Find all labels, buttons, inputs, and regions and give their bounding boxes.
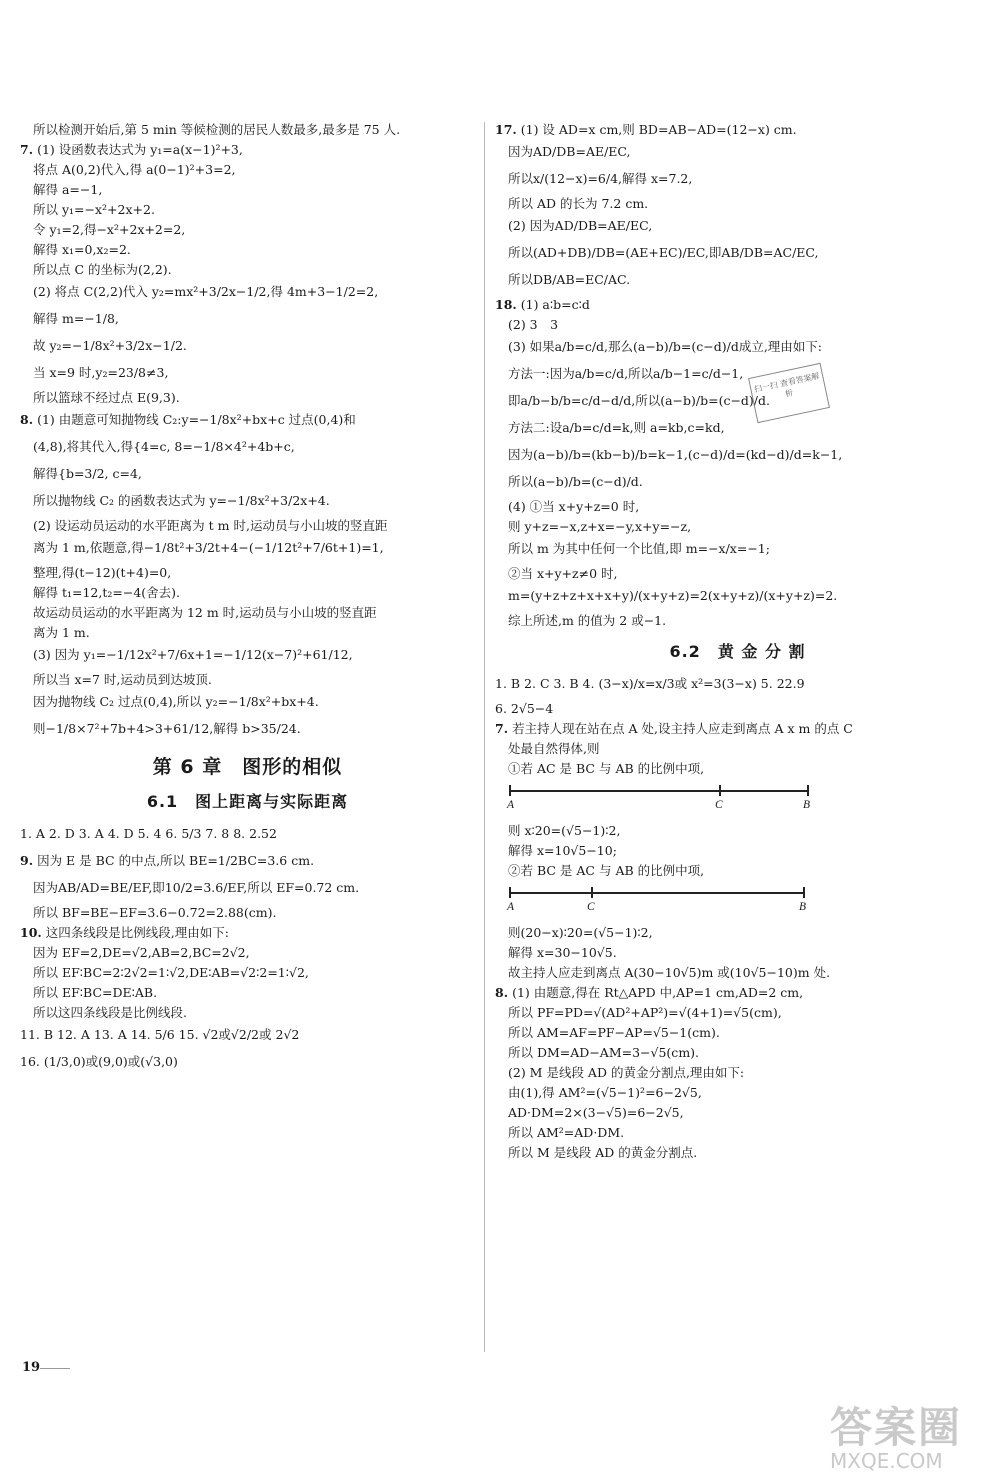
answer-text: 所以 m 为其中任何一个比值,即 m=−x/x=−1;	[508, 541, 770, 556]
answer-text: 若主持人现在站在点 A 处,设主持人应走到离点 A x m 的点 C	[512, 721, 853, 736]
segment-line	[509, 892, 805, 894]
right-block-a	[495, 122, 980, 777]
answer-text: (2) 3 3	[508, 317, 559, 332]
left-column	[20, 122, 475, 1079]
answer-text: 1. A 2. D 3. A 4. D 5. 4 6. 5/3 7. 8 8. 2.52	[20, 826, 277, 841]
answer-line	[495, 1145, 980, 1161]
page-number-rule	[40, 1368, 70, 1369]
answer-line	[20, 585, 475, 601]
answer-line	[20, 645, 475, 664]
answer-text: 因为AB/AD=BE/EF,即10/2=3.6/EF,所以 EF=0.72 cm.	[33, 880, 360, 895]
answer-text: 离为 1 m.	[33, 625, 90, 640]
answer-text: 因为 E 是 BC 的中点,所以 BE=1/2BC=3.6 cm.	[37, 853, 315, 868]
answer-line	[495, 472, 980, 491]
answer-text: 所以(AD+DB)/DB=(AE+EC)/EC,即AB/DB=AC/EC,	[508, 245, 819, 260]
answer-line	[20, 565, 475, 581]
answer-line	[495, 674, 980, 693]
answer-text: 将点 A(0,2)代入,得 a(0−1)²+3=2,	[33, 162, 236, 177]
chapter-title: 第 6 章 图形的相似	[152, 756, 343, 778]
answer-line	[495, 364, 980, 383]
watermark	[830, 1395, 990, 1473]
answer-line	[20, 491, 475, 510]
answer-line	[20, 538, 475, 557]
answer-line	[495, 391, 980, 410]
tick-c	[719, 785, 721, 796]
answer-text: 1. B 2. C 3. B 4. (3−x)/x=x/3或 x²=3(3−x) 5. 22.9	[495, 676, 805, 691]
section-title: 6.2 黄 金 分 割	[669, 642, 806, 661]
label-c: C	[587, 901, 595, 913]
watermark-main: 答案圈	[830, 1403, 963, 1452]
answer-text: (2) 因为AD/DB=AE/EC,	[508, 218, 653, 233]
answer-text: (1) 设 AD=x cm,则 BD=AB−AD=(12−x) cm.	[520, 122, 797, 137]
answer-line	[495, 1045, 980, 1061]
answer-text: 解得 x=30−10√5.	[508, 945, 617, 960]
watermark-site: MXQE.COM	[830, 1449, 943, 1473]
answer-text: 当 x=9 时,y₂=23/8≠3,	[33, 365, 169, 380]
answer-line	[20, 309, 475, 328]
answer-line	[495, 142, 980, 161]
answer-text: 因为 EF=2,DE=√2,AB=2,BC=2√2,	[33, 945, 250, 960]
answer-text: AD·DM=2×(3−√5)=6−2√5,	[508, 1105, 684, 1120]
answer-text: 则−1/8×7²+7b+4>3+61/12,解得 b>35/24.	[33, 721, 301, 736]
answer-text: ①若 AC 是 BC 与 AB 的比例中项,	[508, 761, 705, 776]
answer-text: 处最自然得体,则	[508, 741, 600, 756]
answer-text: 所以检测开始后,第 5 min 等候检测的居民人数最多,最多是 75 人.	[33, 122, 401, 137]
answer-line	[495, 721, 980, 737]
answer-text: 6. 2√5−4	[495, 701, 554, 716]
answer-text: ②若 BC 是 AC 与 AB 的比例中项,	[508, 863, 705, 878]
problem-number: 10.	[20, 925, 42, 940]
answer-line	[495, 965, 980, 981]
answer-text: 令 y₁=2,得−x²+2x+2=2,	[33, 222, 186, 237]
answer-text: (1) 由题意可知抛物线 C₂:y=−1/8x²+bx+c 过点(0,4)和	[37, 412, 356, 427]
answer-line	[495, 337, 980, 356]
answer-text: 所以抛物线 C₂ 的函数表达式为 y=−1/8x²+3/2x+4.	[33, 493, 330, 508]
tick-a	[509, 887, 511, 898]
label-b: B	[803, 799, 811, 811]
answer-line	[20, 182, 475, 198]
answer-line	[20, 336, 475, 355]
answer-line	[495, 297, 980, 313]
tick-b	[807, 785, 809, 796]
answer-text: (4) ①当 x+y+z=0 时,	[508, 499, 640, 514]
answer-text: 因为AD/DB=AE/EC,	[508, 144, 631, 159]
answer-text: 方法二:设a/b=c/d=k,则 a=kb,c=kd,	[508, 420, 725, 435]
answer-line	[495, 823, 980, 839]
answer-line	[495, 1105, 980, 1121]
answer-text: 所以(a−b)/b=(c−d)/d.	[508, 474, 643, 489]
answer-text: 故主持人应走到离点 A(30−10√5)m 或(10√5−10)m 处.	[508, 965, 831, 980]
answer-line	[20, 142, 475, 158]
answer-line	[495, 985, 980, 1001]
answer-line	[20, 965, 475, 981]
answer-text: (2) M 是线段 AD 的黄金分割点,理由如下:	[508, 1065, 745, 1080]
answer-text: 所以 EF∶BC=DE∶AB.	[33, 985, 158, 1000]
answer-text: 所以 y₁=−x²+2x+2.	[33, 202, 155, 217]
answer-text: 所以 AM²=AD·DM.	[508, 1125, 625, 1140]
answer-text: 所以篮球不经过点 E(9,3).	[33, 390, 180, 405]
answer-text: 解得 x=10√5−10;	[508, 843, 617, 858]
answer-line	[495, 1065, 980, 1081]
answer-text: (1) 设函数表达式为 y₁=a(x−1)²+3,	[37, 142, 243, 157]
answer-line	[495, 945, 980, 961]
answer-text: (2) 将点 C(2,2)代入 y₂=mx²+3/2x−1/2,得 4m+3−1/2=2,	[33, 284, 379, 299]
answer-text: (2) 设运动员运动的水平距离为 t m 时,运动员与小山坡的竖直距	[33, 518, 388, 533]
problem-number: 7.	[495, 721, 509, 736]
answer-text: 故运动员运动的水平距离为 12 m 时,运动员与小山坡的竖直距	[33, 605, 377, 620]
answer-line	[20, 390, 475, 406]
answer-text: (1) a∶b=c∶d	[520, 297, 590, 312]
answer-line	[20, 1005, 475, 1021]
answer-line	[495, 519, 980, 535]
answer-text: 所以 M 是线段 AD 的黄金分割点.	[508, 1145, 698, 1160]
label-a: A	[507, 901, 515, 913]
answer-text: 16. (1/3,0)或(9,0)或(√3,0)	[20, 1054, 178, 1069]
answer-line	[495, 1085, 980, 1101]
problem-number: 8.	[495, 985, 509, 1000]
column-divider	[484, 122, 485, 1352]
segment-line	[509, 790, 809, 792]
answer-line	[495, 169, 980, 188]
answer-line	[495, 701, 980, 717]
answer-line	[20, 672, 475, 688]
answer-line	[495, 843, 980, 859]
answer-line	[20, 282, 475, 301]
answer-line	[20, 122, 475, 138]
answer-line	[495, 761, 980, 777]
answer-line	[20, 437, 475, 456]
answer-line	[20, 824, 475, 843]
answer-line	[495, 243, 980, 262]
answer-line	[20, 162, 475, 178]
answer-text: 综上所述,m 的值为 2 或−1.	[508, 613, 667, 628]
answer-line	[495, 925, 980, 941]
answer-line	[20, 985, 475, 1001]
answer-line	[20, 625, 475, 641]
answer-line	[495, 1005, 980, 1021]
tick-b	[803, 887, 805, 898]
section-title: 6.1 图上距离与实际距离	[146, 792, 349, 811]
answer-text: (4,8),将其代入,得{4=c, 8=−1/8×4²+4b+c,	[33, 439, 295, 454]
answer-text: 所以 EF∶BC=2∶2√2=1∶√2,DE∶AB=√2∶2=1∶√2,	[33, 965, 309, 980]
answer-text: 解得 t₁=12,t₂=−4(舍去).	[33, 585, 181, 600]
answer-text: 由(1),得 AM²=(√5−1)²=6−2√5,	[508, 1085, 702, 1100]
answer-line	[20, 464, 475, 483]
answer-text: 整理,得(t−12)(t+4)=0,	[33, 565, 172, 580]
answer-text: 则(20−x)∶20=(√5−1)∶2,	[508, 925, 653, 940]
answer-line	[20, 925, 475, 941]
answer-text: 故 y₂=−1/8x²+3/2x−1/2.	[33, 338, 187, 353]
answer-text: 所以 PF=PD=√(AD²+AP²)=√(4+1)=√5(cm),	[508, 1005, 782, 1020]
answer-text: 离为 1 m,依题意,得−1/8t²+3/2t+4−(−1/12t²+7/6t+1)=1,	[33, 540, 384, 555]
answer-line	[20, 262, 475, 278]
answer-text: 所以这四条线段是比例线段.	[33, 1005, 187, 1020]
answer-line	[20, 410, 475, 429]
answer-line	[20, 1052, 475, 1071]
answer-line	[20, 202, 475, 218]
answer-text: m=(y+z+z+x+x+y)/(x+y+z)=2(x+y+z)/(x+y+z)=2.	[508, 588, 838, 603]
answer-text: 解得 x₁=0,x₂=2.	[33, 242, 131, 257]
answer-line	[495, 566, 980, 582]
segment-diagram-2	[509, 883, 805, 921]
answer-text: 则 y+z=−x,z+x=−y,x+y=−z,	[508, 519, 692, 534]
problem-number: 17.	[495, 122, 517, 137]
answer-text: 这四条线段是比例线段,理由如下:	[45, 925, 229, 940]
answer-line	[495, 499, 980, 515]
answer-line	[495, 1025, 980, 1041]
answer-text: 因为抛物线 C₂ 过点(0,4),所以 y₂=−1/8x²+bx+4.	[33, 694, 319, 709]
answer-text: 所以x/(12−x)=6/4,解得 x=7.2,	[508, 171, 693, 186]
answer-line	[20, 905, 475, 921]
answer-line	[495, 539, 980, 558]
label-c: C	[715, 799, 723, 811]
tick-c	[591, 887, 593, 898]
answer-text: 即a/b−b/b=c/d−d/d,所以(a−b)/b=(c−d)/d.	[508, 393, 770, 408]
answer-line	[20, 1025, 475, 1044]
answer-text: 11. B 12. A 13. A 14. 5/6 15. √2或√2/2或 2√2	[20, 1027, 300, 1042]
problem-number: 8.	[20, 412, 34, 427]
answer-line	[20, 605, 475, 621]
answer-line	[495, 1125, 980, 1141]
answer-line	[20, 692, 475, 711]
label-b: B	[799, 901, 807, 913]
answer-line	[495, 317, 980, 333]
tick-a	[509, 785, 511, 796]
answer-line	[495, 863, 980, 879]
qr-stamp: 扫一扫 查看答案解析	[748, 363, 830, 423]
answer-line	[20, 878, 475, 897]
answer-line	[20, 363, 475, 382]
answer-text: 所以点 C 的坐标为(2,2).	[33, 262, 172, 277]
answer-text: 所以 DM=AD−AM=3−√5(cm).	[508, 1045, 700, 1060]
answer-text: (3) 如果a/b=c/d,那么(a−b)/b=(c−d)/d成立,理由如下:	[508, 339, 823, 354]
right-column	[495, 122, 980, 1165]
right-block-c	[495, 925, 980, 1161]
answer-text: 所以 AM=AF=PF−AP=√5−1(cm).	[508, 1025, 720, 1040]
answer-line	[495, 196, 980, 212]
problem-number: 9.	[20, 853, 34, 868]
answer-text: 解得{b=3/2, c=4,	[33, 466, 142, 481]
answer-line	[495, 216, 980, 235]
segment-diagram-1	[509, 781, 809, 819]
answer-text: 则 x∶20=(√5−1)∶2,	[508, 823, 621, 838]
answer-text: 方法一:因为a/b=c/d,所以a/b−1=c/d−1,	[508, 366, 744, 381]
answer-line	[20, 851, 475, 870]
right-block-b	[495, 823, 980, 879]
answer-line	[495, 418, 980, 437]
answer-text: 所以 AD 的长为 7.2 cm.	[508, 196, 649, 211]
answer-text: (1) 由题意,得在 Rt△APD 中,AP=1 cm,AD=2 cm,	[512, 985, 804, 1000]
problem-number: 7.	[20, 142, 34, 157]
answer-line	[20, 945, 475, 961]
answer-text: 因为(a−b)/b=(kb−b)/b=k−1,(c−d)/d=(kd−d)/d=k−1,	[508, 447, 843, 462]
answer-line	[495, 613, 980, 629]
answer-line	[495, 586, 980, 605]
answer-line	[495, 445, 980, 464]
answer-line	[20, 242, 475, 258]
label-a: A	[507, 799, 515, 811]
answer-text: ②当 x+y+z≠0 时,	[508, 566, 618, 581]
page-number: 19	[22, 1360, 41, 1375]
answer-text: 所以 BF=BE−EF=3.6−0.72=2.88(cm).	[33, 905, 277, 920]
answer-text: 解得 a=−1,	[33, 182, 103, 197]
answer-text: 所以DB/AB=EC/AC.	[508, 272, 631, 287]
answer-line	[20, 518, 475, 534]
answer-line	[495, 270, 980, 289]
answer-text: (3) 因为 y₁=−1/12x²+7/6x+1=−1/12(x−7)²+61/12,	[33, 647, 353, 662]
answer-text: 解得 m=−1/8,	[33, 311, 119, 326]
answer-line	[20, 719, 475, 738]
answer-line	[495, 741, 980, 757]
answer-text: 所以当 x=7 时,运动员到达坡顶.	[33, 672, 212, 687]
answer-line	[20, 222, 475, 238]
problem-number: 18.	[495, 297, 517, 312]
answer-line	[495, 122, 980, 138]
